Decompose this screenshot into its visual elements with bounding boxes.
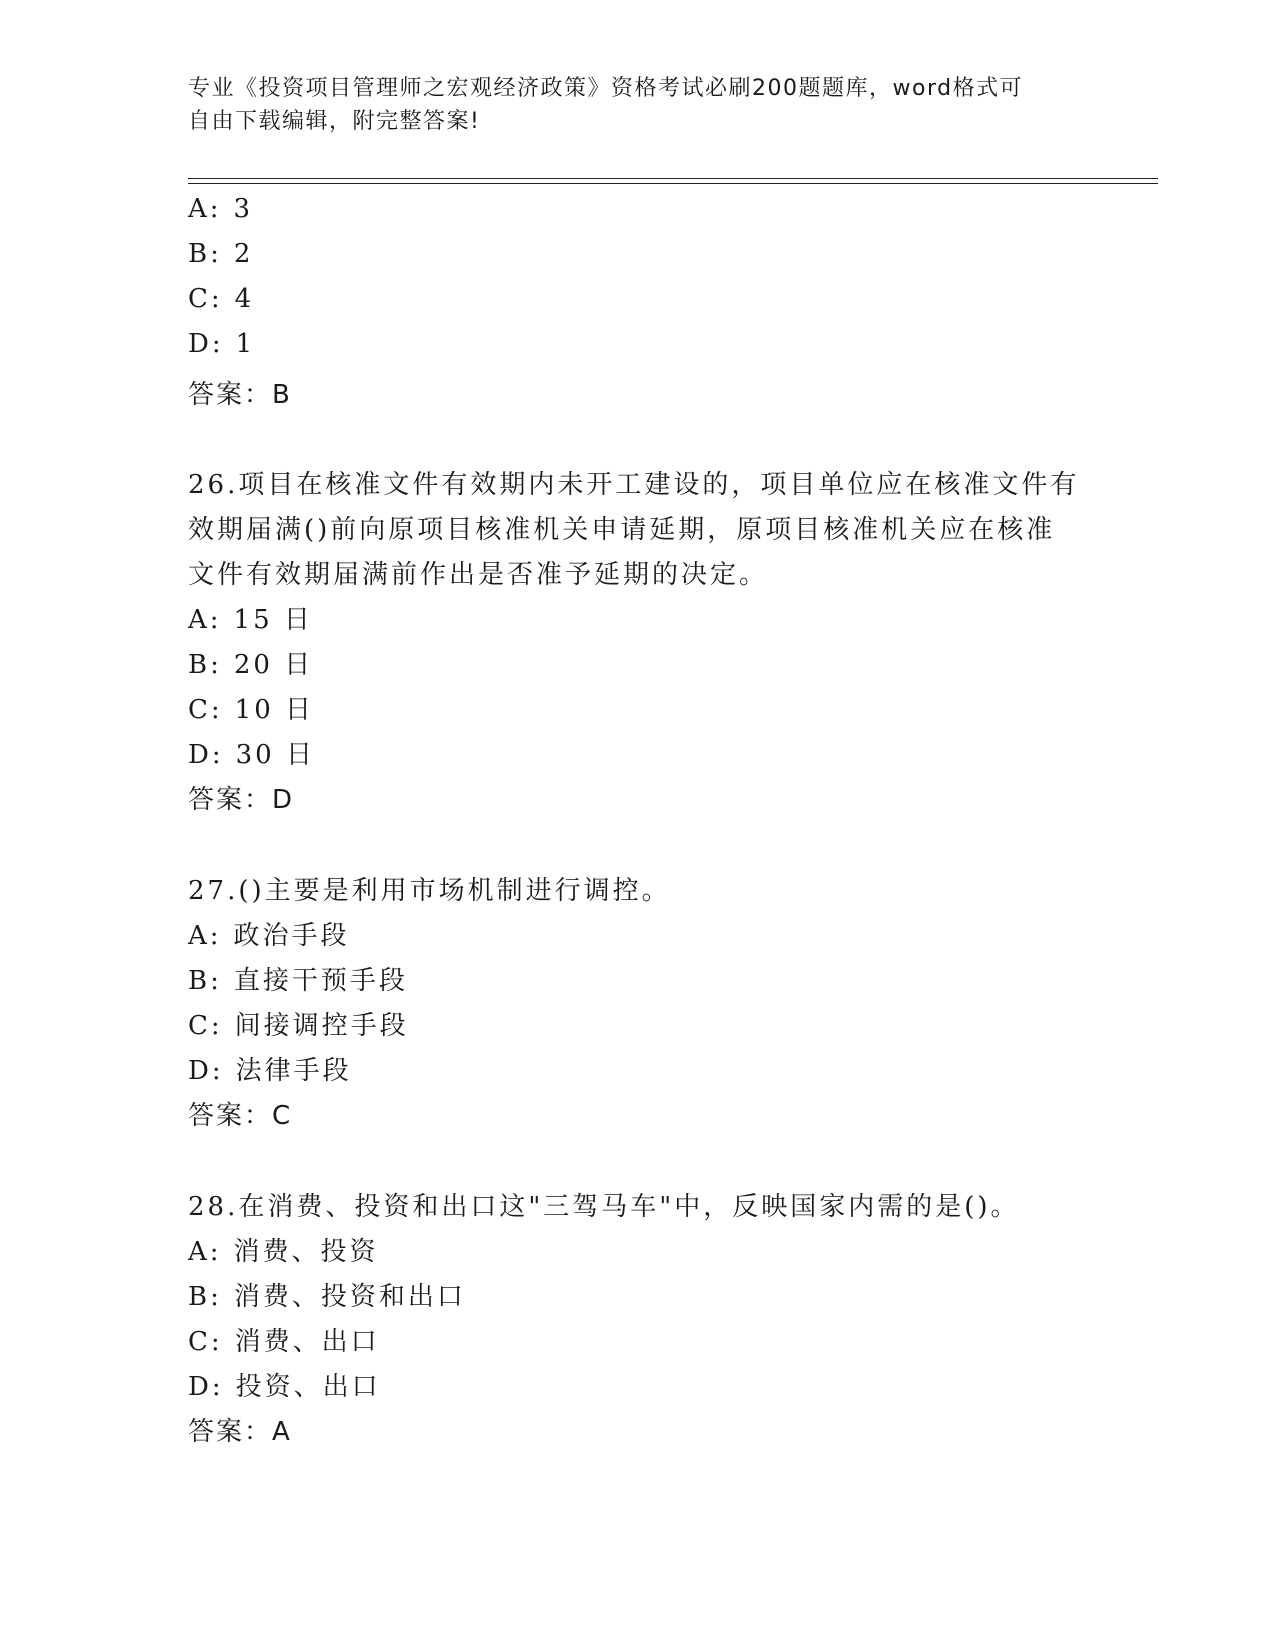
q27-option-b: B: 直接干预手段 xyxy=(188,966,408,996)
header-rule-top xyxy=(188,178,1158,179)
q28-answer: 答案：A xyxy=(188,1417,292,1447)
q25-option-b: B: 2 xyxy=(188,239,254,269)
q25-answer: 答案：B xyxy=(188,380,292,410)
q27-option-a: A: 政治手段 xyxy=(188,921,350,951)
q26-question-line-3: 文件有效期届满前作出是否准予延期的决定。 xyxy=(188,560,769,590)
q28-option-d: D: 投资、出口 xyxy=(188,1372,381,1402)
header-rule-bottom xyxy=(188,183,1158,184)
q28-question-line-1: 28.在消费、投资和出口这"三驾马车"中，反映国家内需的是()。 xyxy=(188,1192,1020,1222)
q26-option-a: A: 15 日 xyxy=(188,605,313,635)
q27-option-d: D: 法律手段 xyxy=(188,1056,352,1086)
header-line-1: 专业《投资项目管理师之宏观经济政策》资格考试必刷200题题库，word格式可 xyxy=(188,76,1024,101)
q26-answer: 答案：D xyxy=(188,785,295,815)
q28-option-a: A: 消费、投资 xyxy=(188,1237,379,1267)
q26-option-d: D: 30 日 xyxy=(188,740,315,770)
document-header xyxy=(188,72,1088,138)
header-line-2: 自由下载编辑，附完整答案! xyxy=(188,109,481,134)
q26-question-line-2: 效期届满()前向原项目核准机关申请延期，原项目核准机关应在核准 xyxy=(188,515,1056,545)
q26-question-line-1: 26.项目在核准文件有效期内未开工建设的，项目单位应在核准文件有 xyxy=(188,470,1080,500)
q27-answer: 答案：C xyxy=(188,1101,293,1131)
q26-option-c: C: 10 日 xyxy=(188,695,315,725)
q27-option-c: C: 间接调控手段 xyxy=(188,1011,409,1041)
q26-option-b: B: 20 日 xyxy=(188,650,314,680)
q25-option-a: A: 3 xyxy=(188,194,254,224)
q28-option-b: B: 消费、投资和出口 xyxy=(188,1282,466,1312)
q28-option-c: C: 消费、出口 xyxy=(188,1327,380,1357)
q25-option-c: C: 4 xyxy=(188,284,255,314)
q27-question-line-1: 27.()主要是利用市场机制进行调控。 xyxy=(188,876,671,906)
q25-option-d: D: 1 xyxy=(188,329,256,359)
